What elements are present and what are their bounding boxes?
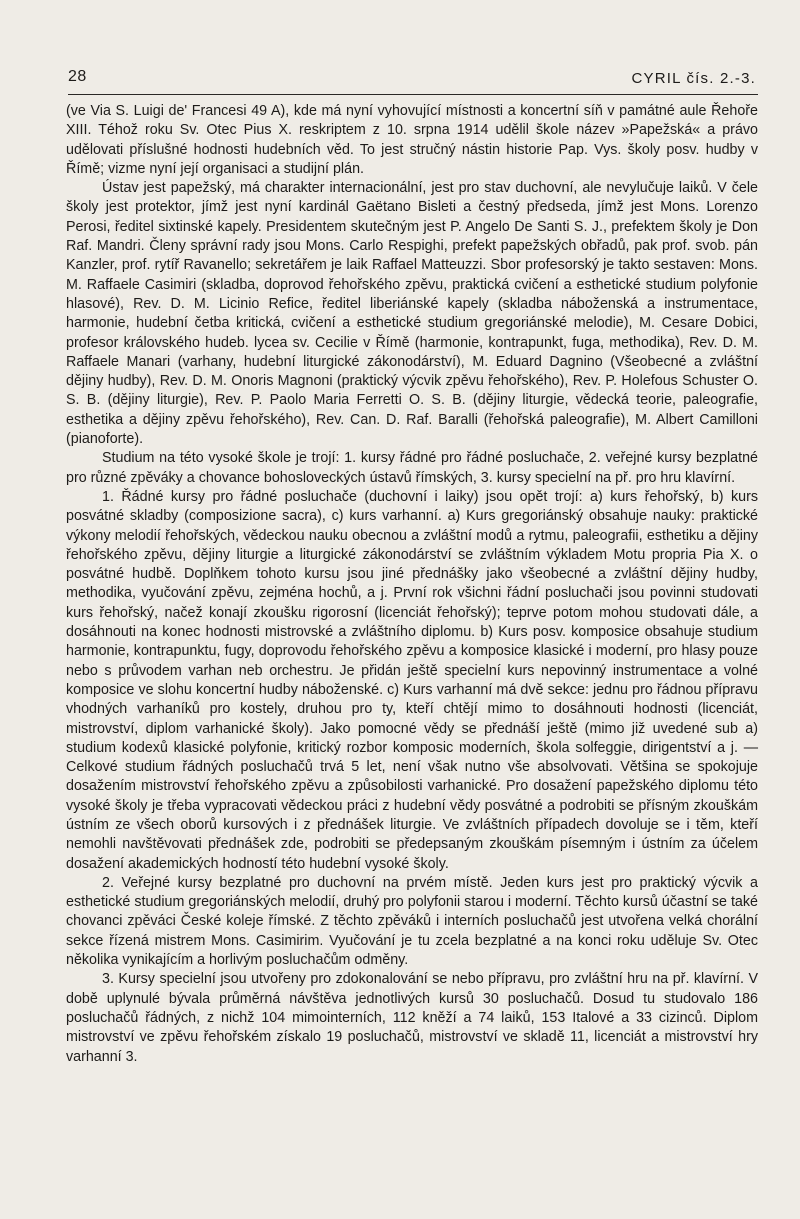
- paragraph-history: (ve Via S. Luigi de' Francesi 49 A), kde má nyní vyhovující místnosti a koncertní síň v památné aule Řehoře XIII. Téhož roku Sv. Otec Pius X. reskriptem z 10. srpna 1914 udělil škole název »Papežská« a právo udělovati příslušné hodnosti hudebních věd. To jest stručný nástin historie Pap. Vys. školy posv. hudby v Římě; vizme nyní její organisaci a studijní plán.: [66, 103, 758, 177]
- article-body: [66, 102, 758, 1067]
- paragraph-study-overview: Studium na této vysoké škole je trojí: 1. kursy řádné pro řádné posluchače, 2. veřejné kursy bezplatné pro různé zpěváky a chovance bohosloveckých ústavů římských, 3. kursy specielní na př. pro hru klavírní.: [66, 450, 758, 486]
- page-header: [68, 64, 758, 95]
- paragraph-organisation: Ústav jest papežský, má charakter internacionální, jest pro stav duchovní, ale nevylučuje laiků. V čele školy jest protektor, jímž jest nyní kardinál Gaëtano Bisleti a čestný předseda, jímž jest Mons. Lorenzo Perosi, ředitel sixtinské kapely. Presidentem skutečným jest P. Angelo De Santi S. J., prefektem školy je Don Raf. Mandri. Členy správní rady jsou Mons. Carlo Respighi, prefekt papežských obřadů, pak prof. svob. pán Kanzler, prof. rytíř Ravanello; sekretářem je laik Raffael Matteuzzi. Sbor profesorský je takto sestaven: Mons. M. Raffaele Casimiri (skladba, doprovod řehořského zpěvu, praktická cvičení a esthetické studium polyfonie hlasové), Rev. D. M. Licinio Refice, ředitel liberiánské kapely (skladba náboženská a instrumentace, harmonie, hudební četba kritická, cvičení a esthetické studium gregoriánské melodie), M. Cesare Dobici, profesor královského hudeb. lycea sv. Cecilie v Římě (harmonie, kontrapunkt, fuga, methodika), Rev. D. M. Raffaele Manari (varhany, hudební liturgické zákonodárství), M. Eduard Dagnino (Všeobecné a zvláštní dějiny hudby), Rev. D. M. Onoris Magnoni (praktický výcvik zpěvu řehořského), Rev. P. Holefous Schuster O. S. B. (dějiny liturgie), Rev. P. Paolo Maria Ferretti O. S. B. (dějiny liturgie, vědecká teorie, paleografie, esthetika a dějiny zpěvu řehořského), Rev. Can. D. Raf. Baralli (řehořská paleografie), M. Albert Camilloni (pianoforte).: [66, 180, 758, 448]
- paragraph-public-courses: 2. Veřejné kursy bezplatné pro duchovní na prvém místě. Jeden kurs jest pro praktický výcvik a esthetické studium gregoriánských melodií, druhý pro polyfonii starou i moderní. Těchto kursů účastní se také chovanci zpěváci České koleje římské. Z těchto zpěváků i interních posluchačů jest utvořena velká chorální sekce řízená mistrem Mons. Casimirim. Vyučování je tu zcela bezplatné a na konci roku uděluje Sv. Otec několika vynikajícím a horlivým posluchačům odměny.: [66, 874, 758, 969]
- running-head: CYRIL čís. 2.-3.: [631, 70, 756, 87]
- paragraph-regular-courses: 1. Řádné kursy pro řádné posluchače (duchovní i laiky) jsou opět trojí: a) kurs řehořský, b) kurs posvátné skladby (composizione sacra), c) kurs varhanní. a) Kurs gregoriánský obsahuje nauky: praktické výkony melodií řehořských, vědeckou nauku obecnou a zvláštní modů a rytmu, paleografii, esthetiku a dějiny řehořského zpěvu, dějiny liturgie a liturgické zákonodárství se zvláštním výkladem Motu propria Pia X. o posvátné hudbě. Doplňkem tohoto kursu jsou jiné přednášky jako všeobecné a zvláštní dějiny hudby, methodika, vyučování zpěvu, zejména hochů, a j. První rok všichni řádní posluchači jsou povinni studovati kurs řehořský, načež konají zkoušku rigorosní (licenciát řehořský); teprve potom mohou studovati dále, a dosáhnouti na konec hodnosti mistrovské a zvláštního diplomu. b) Kurs posv. komposice obsahuje studium harmonie, kontrapunktu, fugy, doprovodu řehořského zpěvu a komposice klasické i moderní, pro hlasy pouze nebo s průvodem varhan neb orchestru. Je přidán ještě specielní kurs nepovinný instrumentace a volné komposice ve slohu koncertní hudby náboženské. c) Kurs varhanní má dvě sekce: jednu pro řádnou přípravu vhodných varhaníků pro kostely, druhou pro ty, kteří chtějí mimo to dosáhnouti hodnosti (licenciát, mistrovství, diplom varhanické školy). Jako pomocné vědy se přednáší ještě (mimo již uvedené sub a) studium kodexů klasické polyfonie, kritický rozbor komposic moderních, škola solfeggie, dirigentství a j. — Celkové studium řádných posluchačů trvá 5 let, není však nutno vše absolvovati. Většina se spokojuje dosažením mistrovství řehořského zpěvu a způsobilosti varhanické. Pro dosažení papežského diplomu této vysoké školy je třeba vypracovati vědeckou práci z hudební vědy posvátné a podrobiti se přísným zkouškám ústním ze všech oborů kursových i z přednášek liturgie. Ve zvláštních případech dovoluje se i těm, kteří nemohli navštěvovati přednášek zde, podrobiti se předepsaným zkouškám písemným i ústním za účelem dosažení akademických hodností této hudební vysoké školy.: [66, 488, 758, 872]
- document-page: [62, 62, 762, 1162]
- page-number: 28: [68, 68, 87, 85]
- paragraph-special-courses: 3. Kursy specielní jsou utvořeny pro zdokonalování se nebo přípravu, pro zvláštní hru na př. klavírní. V době uplynulé bývala průměrná návštěva jednotlivých kursů 30 posluchačů. Dosud tu studovalo 186 posluchačů řádných, z nichž 104 mimointerních, 112 kněží a 74 laiků, 153 Italové a 33 cizinců. Diplom mistrovství ve zpěvu řehořském získalo 19 posluchačů, mistrovství ve skladě 11, licenciát a mistrovství hry varhanní 3.: [66, 971, 758, 1065]
